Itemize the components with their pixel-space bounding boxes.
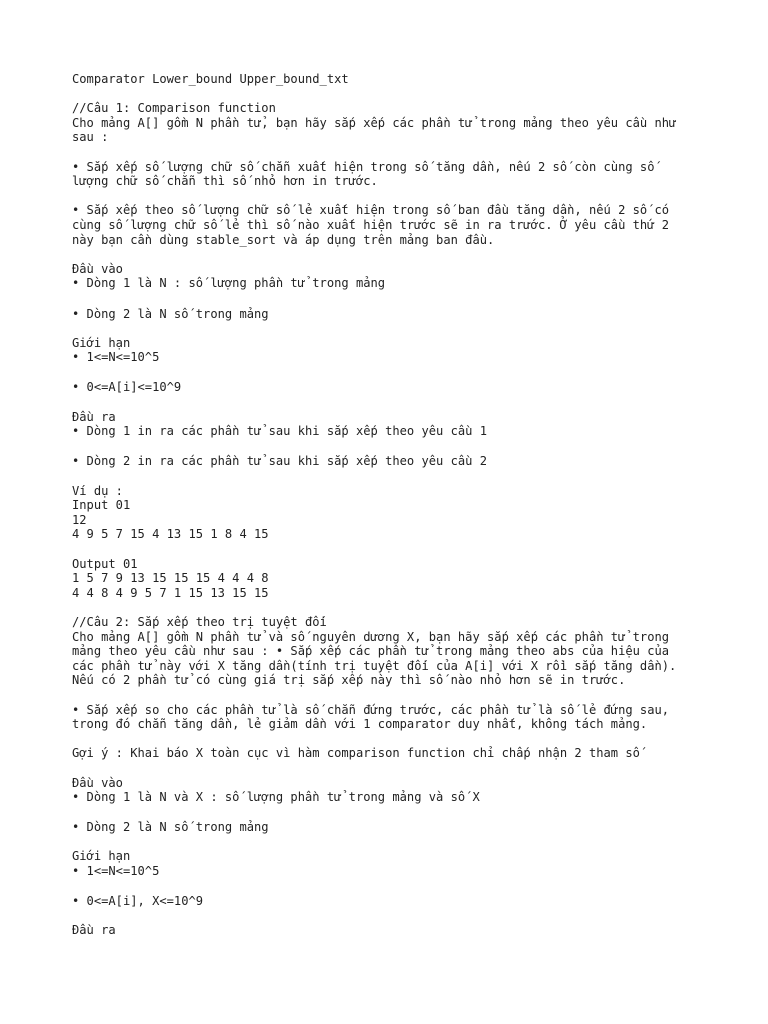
q1-example-input-label: Input 01 (72, 498, 131, 513)
q2-intro-line: các phần tử này với X tăng dần(tính trị tuyệt đối của A[i] với X rồi sắp tăng dần). (72, 658, 677, 673)
document-title: Comparator Lower_bound Upper_bound_txt (72, 72, 349, 86)
q1-example-input-line: 4 9 5 7 15 4 13 15 1 8 4 15 (72, 527, 269, 542)
q2-requirement-line: • Sắp xếp so cho các phần tử là số chẵn đứng trước, các phần tử là số lẻ đứng sau, (72, 702, 670, 717)
q1-input-item: • Dòng 1 là N : số lượng phần tử trong mảng (72, 276, 386, 291)
q2-hint: Gợi ý : Khai báo X toàn cục vì hàm comparison function chỉ chấp nhận 2 tham số (72, 746, 640, 761)
q1-requirement-1-line: lượng chữ số chẵn thì số nhỏ hơn in trước. (72, 174, 378, 189)
q1-limit-item: • 1<=N<=10^5 (72, 350, 160, 365)
q1-output-heading: Đầu ra (72, 409, 116, 424)
q1-heading: //Câu 1: Comparison function (72, 101, 276, 116)
q2-output-heading: Đầu ra (72, 923, 116, 938)
q1-requirement-2-line: cùng số lượng chữ số lẻ thì số nào xuất hiện trước sẽ in ra trước. Ở yêu cầu thứ 2 (72, 217, 670, 232)
q1-example-output-line: 1 5 7 9 13 15 15 15 4 4 4 8 (72, 571, 269, 586)
q2-input-heading: Đầu vào (72, 775, 123, 790)
q2-intro-line: mảng theo yêu cầu như sau : • Sắp xếp các phần tử trong mảng theo abs của hiệu của (72, 644, 670, 659)
q1-input-heading: Đầu vào (72, 261, 123, 276)
q2-limit-item: • 1<=N<=10^5 (72, 864, 160, 879)
q1-limit-heading: Giới hạn (72, 335, 131, 350)
q1-output-item: • Dòng 1 in ra các phần tử sau khi sắp xếp theo yêu cầu 1 (72, 424, 488, 439)
q1-intro-line: sau : (72, 130, 109, 145)
q2-intro-line: Cho mảng A[] gồm N phần tử và số nguyên dương X, bạn hãy sắp xếp các phần tử trong (72, 629, 670, 644)
q2-limit-item: • 0<=A[i], X<=10^9 (72, 894, 204, 909)
q1-example-input-line: 12 (72, 512, 87, 527)
q1-output-item: • Dòng 2 in ra các phần tử sau khi sắp xếp theo yêu cầu 2 (72, 454, 488, 469)
q1-example-output-line: 4 4 8 4 9 5 7 1 15 13 15 15 (72, 585, 269, 600)
document-page (72, 72, 712, 938)
q2-input-item: • Dòng 1 là N và X : số lượng phần tử trong mảng và số X (72, 790, 480, 805)
q2-heading: //Câu 2: Sắp xếp theo trị tuyệt đối (72, 614, 327, 629)
q1-input-item: • Dòng 2 là N số trong mảng (72, 306, 269, 321)
q1-requirement-2-line: • Sắp xếp theo số lượng chữ số lẻ xuất hiện trong số ban đầu tăng dần, nếu 2 số có (72, 203, 670, 218)
q1-intro-line: Cho mảng A[] gồm N phần tử, bạn hãy sắp xếp các phần tử trong mảng theo yêu cầu như (72, 115, 677, 130)
q1-example-output-label: Output 01 (72, 556, 138, 571)
q1-example-heading: Ví dụ : (72, 483, 123, 498)
q2-requirement-line: trong đó chẵn tăng dần, lẻ giảm dần với 1 comparator duy nhất, không tách mảng. (72, 717, 648, 732)
q2-limit-heading: Giới hạn (72, 849, 131, 864)
q1-requirement-1-line: • Sắp xếp số lượng chữ số chẵn xuất hiện trong số tăng dần, nếu 2 số còn cùng số (72, 159, 655, 174)
q1-limit-item: • 0<=A[i]<=10^9 (72, 380, 182, 395)
q1-requirement-2-line: này bạn cần dùng stable_sort và áp dụng trên mảng ban đầu. (72, 232, 495, 247)
q2-intro-line: Nếu có 2 phần tử có cùng giá trị sắp xếp này thì số nào nhỏ hơn sẽ in trước. (72, 673, 626, 688)
q2-input-item: • Dòng 2 là N số trong mảng (72, 820, 269, 835)
